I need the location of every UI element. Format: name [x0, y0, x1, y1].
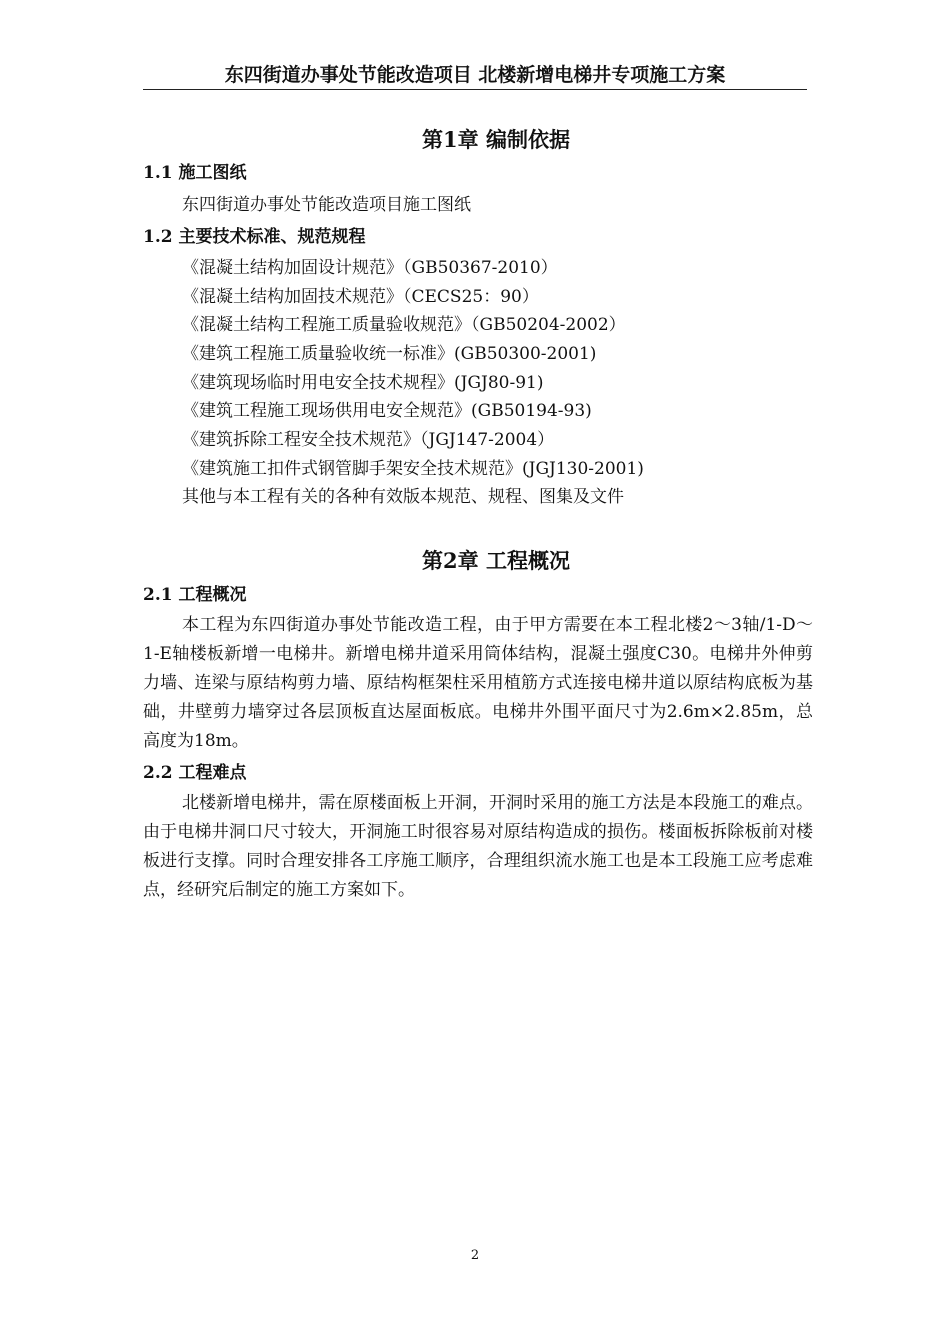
standard-item: 《混凝土结构加固设计规范》（GB50367-2010） — [182, 258, 558, 278]
standard-item: 《混凝土结构工程施工质量验收规范》（GB50204-2002） — [182, 315, 626, 335]
standard-item: 《建筑拆除工程安全技术规范》（JGJ147-2004） — [182, 430, 555, 450]
section-1-2-heading: 1.2 主要技术标准、规范规程 — [143, 227, 366, 247]
section-2-1-heading: 2.1 工程概况 — [143, 585, 247, 605]
standard-item: 《建筑工程施工现场供用电安全规范》(GB50194-93) — [182, 401, 592, 421]
chapter-2-title: 第2章 工程概况 — [422, 548, 570, 573]
chapter-1-title: 第1章 编制依据 — [422, 127, 570, 152]
section-2-1-paragraph: 本工程为东四街道办事处节能改造工程，由于甲方需要在本工程北楼2～3轴/1-D～1-E轴楼板新增一电梯井。新增电梯井道采用筒体结构，混凝土强度C30。电梯井外伸剪力墙、连梁与原结构剪力墙、原结构框架柱采用植筋方式连接电梯井道以原结构底板为基础，井壁剪力墙穿过各层顶板直达屋面板底。电梯井外围平面尺寸为2.6m×2.85m，总高度为18m。 — [143, 615, 813, 751]
page-number: 2 — [470, 1248, 480, 1263]
running-header: 东四街道办事处节能改造项目 北楼新增电梯井专项施工方案 — [224, 64, 726, 86]
section-2-2-paragraph: 北楼新增电梯井，需在原楼面板上开洞，开洞时采用的施工方法是本段施工的难点。由于电梯井洞口尺寸较大，开洞施工时很容易对原结构造成的损伤。楼面板拆除板前对楼板进行支撑。同时合理安排各工序施工顺序，合理组织流水施工也是本工段施工应考虑难点，经研究后制定的施工方案如下。 — [143, 793, 813, 900]
standard-item: 《混凝土结构加固技术规范》（CECS25：90） — [182, 287, 539, 307]
standard-item: 《建筑施工扣件式钢管脚手架安全技术规范》(JGJ130-2001) — [182, 459, 644, 479]
standard-item: 其他与本工程有关的各种有效版本规范、规程、图集及文件 — [182, 487, 624, 507]
section-1-1-heading: 1.1 施工图纸 — [143, 163, 247, 183]
standard-item: 《建筑工程施工质量验收统一标准》(GB50300-2001) — [182, 344, 597, 364]
header-rule — [143, 89, 807, 90]
section-1-1-text: 东四街道办事处节能改造项目施工图纸 — [182, 195, 471, 215]
section-2-2-heading: 2.2 工程难点 — [143, 763, 247, 783]
standard-item: 《建筑现场临时用电安全技术规程》(JGJ80-91) — [182, 373, 544, 393]
